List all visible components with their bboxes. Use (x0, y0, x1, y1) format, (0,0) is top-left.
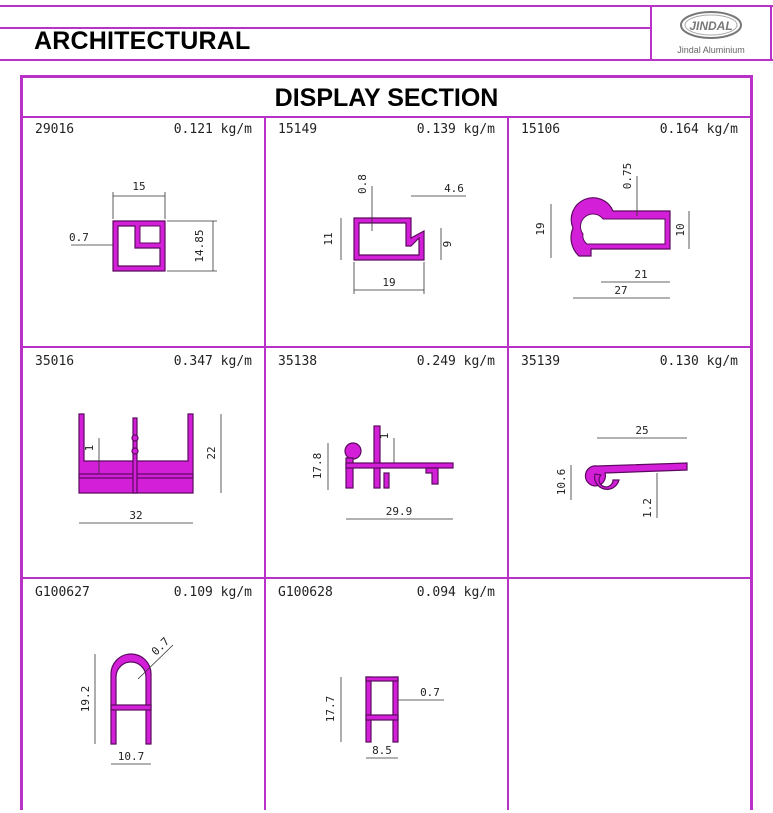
dim-label: 14.85 (193, 229, 206, 263)
dim-label: 4.6 (444, 182, 464, 195)
profile-drawing-35138 (266, 348, 507, 577)
profile-cell-35138 (266, 348, 507, 577)
dim-label: 27 (614, 284, 628, 297)
logo-text: JINDAL (689, 19, 733, 33)
profile-cell-35016 (23, 348, 264, 577)
dim-label: 21 (634, 268, 648, 281)
profile-code: G100628 (278, 585, 333, 600)
profile-weight: 0.094 kg/m (416, 585, 495, 600)
dim-label: 0.7 (148, 634, 173, 659)
profile-cell-G100627 (23, 579, 264, 813)
dim-label: 0.8 (356, 174, 369, 194)
dim-label: 1 (378, 432, 391, 440)
profile-drawing-35139 (509, 348, 750, 577)
dim-label: 0.7 (420, 686, 440, 699)
profile-cell-15149 (266, 116, 507, 346)
dim-label: 10 (674, 223, 687, 237)
dim-label: 19 (382, 276, 396, 289)
profile-code: 15106 (521, 122, 561, 137)
profile-weight: 0.109 kg/m (173, 585, 252, 600)
profile-weight: 0.139 kg/m (416, 122, 495, 137)
profile-code: 35016 (35, 354, 75, 369)
profile-code: 29016 (35, 122, 75, 137)
profile-code: G100627 (35, 585, 90, 600)
profile-cell-15106 (509, 116, 750, 346)
profile-drawing-G100627 (23, 579, 264, 813)
profile-drawing-35016 (23, 348, 264, 577)
dim-label: 32 (129, 509, 143, 522)
brand-logo (651, 6, 771, 62)
profile-cell-G100628 (266, 579, 507, 813)
profile-drawing-15149 (266, 116, 507, 346)
empty-cell (509, 579, 750, 813)
jindal-logo-icon (651, 6, 771, 46)
profile-weight: 0.164 kg/m (659, 122, 738, 137)
dim-label: 19.2 (79, 685, 92, 713)
profile-cell-35139 (509, 348, 750, 577)
profile-code: 35138 (278, 354, 318, 369)
dim-label: 1.2 (641, 498, 654, 518)
display-section-panel (20, 75, 753, 810)
dim-label: 22 (205, 446, 218, 460)
dim-label: 17.8 (311, 452, 324, 480)
dim-label: 9 (441, 240, 454, 248)
profile-weight: 0.130 kg/m (659, 354, 738, 369)
page-title: ARCHITECTURAL (34, 27, 251, 55)
dim-label: 1 (83, 444, 96, 452)
dim-label: 25 (635, 424, 649, 437)
dim-label: 8.5 (372, 744, 392, 757)
dim-label: 10.6 (555, 468, 568, 496)
dim-label: 17.7 (324, 695, 337, 723)
section-title: DISPLAY SECTION (23, 78, 750, 118)
profile-weight: 0.121 kg/m (173, 122, 252, 137)
profile-drawing-29016 (23, 116, 264, 346)
dim-label: 15 (132, 180, 146, 193)
dim-label: 19 (534, 222, 547, 236)
profile-code: 35139 (521, 354, 561, 369)
dim-label: 29.9 (385, 505, 413, 518)
profile-cell-29016 (23, 116, 264, 346)
profile-code: 15149 (278, 122, 318, 137)
profile-weight: 0.347 kg/m (173, 354, 252, 369)
profile-drawing-15106 (509, 116, 750, 346)
profile-weight: 0.249 kg/m (416, 354, 495, 369)
dim-label: 10.7 (117, 750, 145, 763)
dim-label: 0.7 (69, 231, 89, 244)
dim-label: 11 (322, 232, 335, 246)
dim-label: 0.75 (621, 162, 634, 190)
profile-drawing-G100628 (266, 579, 507, 813)
logo-caption: Jindal Aluminium (677, 45, 745, 55)
